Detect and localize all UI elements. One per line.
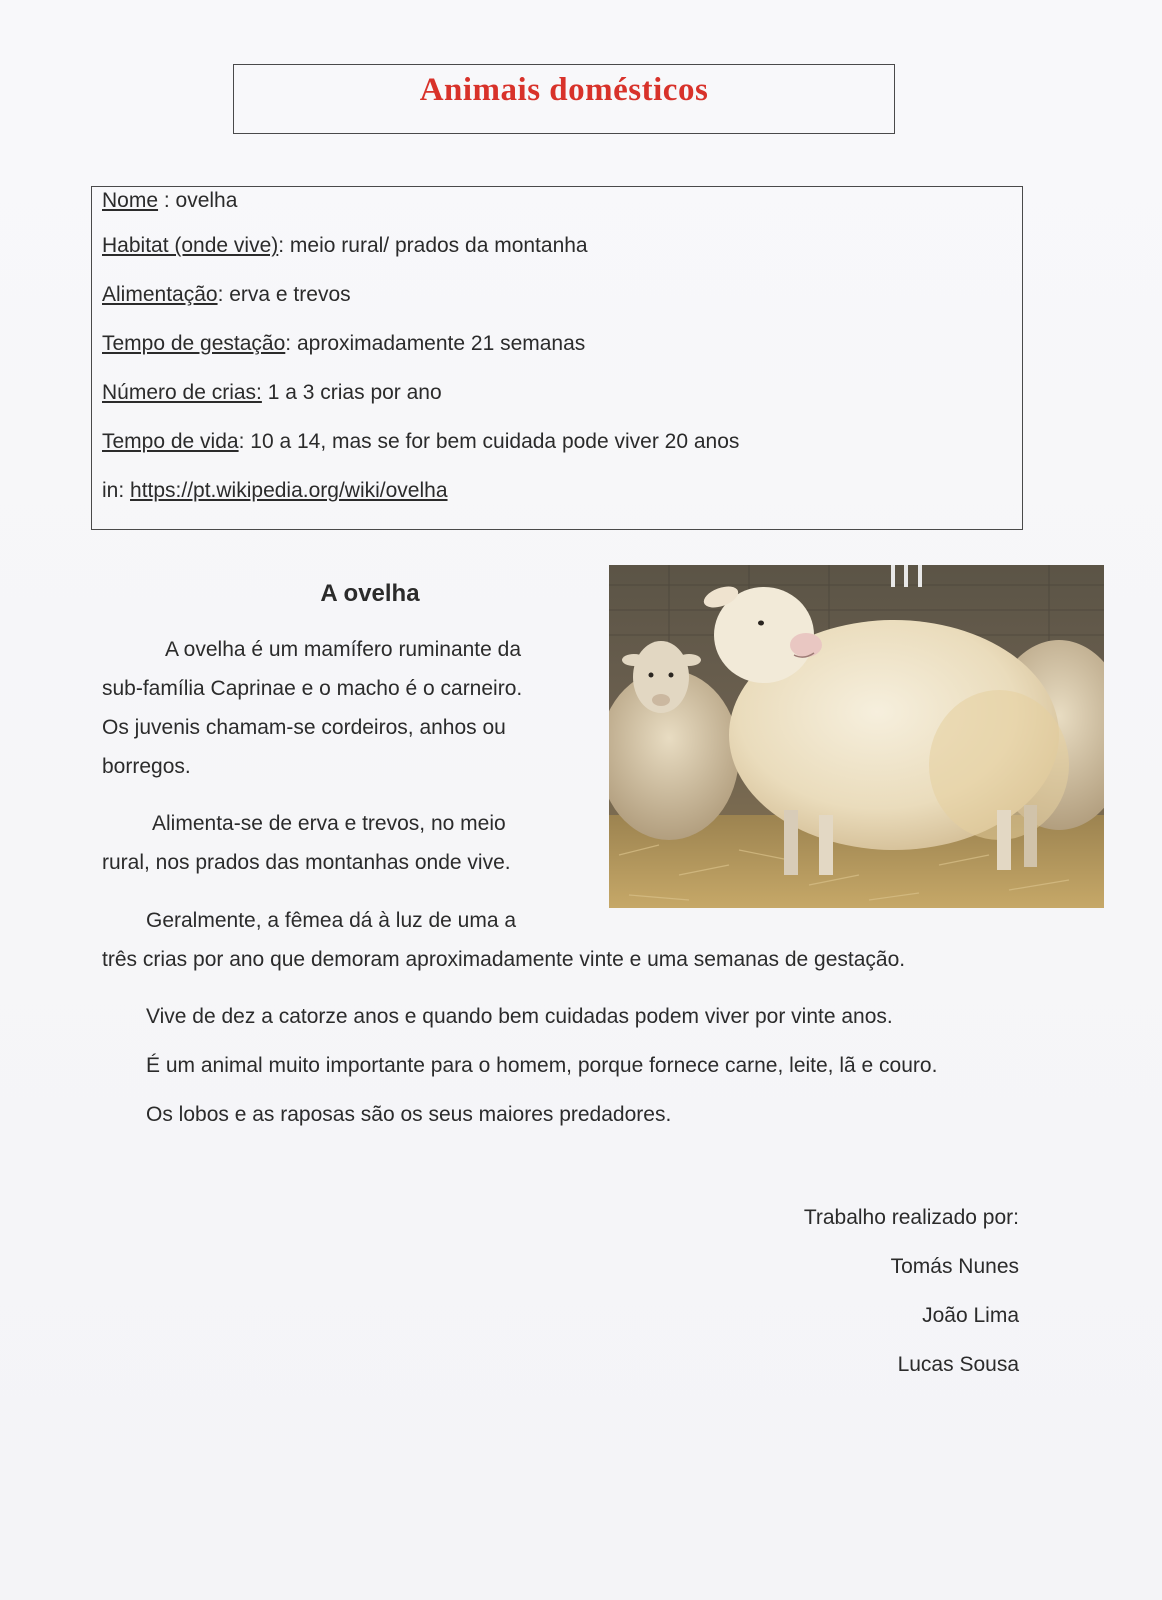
info-habitat-value: : meio rural/ prados da montanha <box>278 234 588 257</box>
p3-line-0: Geralmente, a fêmea dá à luz de uma a <box>146 909 517 932</box>
info-box <box>91 186 1023 530</box>
info-alimentacao-value: : erva e trevos <box>217 283 351 306</box>
article-heading: A ovelha <box>320 580 420 607</box>
info-nome-label: Nome <box>102 189 159 212</box>
p2-line-0: Alimenta-se de erva e trevos, no meio <box>152 812 506 835</box>
author-0: Tomás Nunes <box>890 1255 1019 1278</box>
info-gestacao-label: Tempo de gestação <box>102 332 286 355</box>
info-crias-label: Número de crias: <box>102 381 262 404</box>
p1-line-1: sub-família Caprinae e o macho é o carneiro. <box>102 677 523 700</box>
info-gestacao-value: : aproximadamente 21 semanas <box>285 332 586 355</box>
info-source-prefix: in: <box>102 479 131 502</box>
info-alimentacao-label: Alimentação <box>102 283 218 306</box>
p1-line-3: borregos. <box>102 755 191 778</box>
p3-line-1: três crias por ano que demoram aproximadamente vinte e uma semanas de gestação. <box>102 948 906 971</box>
p6: Os lobos e as raposas são os seus maiores predadores. <box>146 1103 672 1126</box>
info-source <box>102 479 448 503</box>
credits-intro: Trabalho realizado por: <box>803 1206 1019 1229</box>
p2-line-1: rural, nos prados das montanhas onde vive. <box>102 851 511 874</box>
info-crias-value: 1 a 3 crias por ano <box>261 381 442 404</box>
info-gestacao <box>102 332 585 356</box>
page-title: Animais domésticos <box>419 72 709 108</box>
sheep-photo <box>609 565 1104 908</box>
author-1: João Lima <box>922 1304 1019 1327</box>
info-vida-label: Tempo de vida <box>102 430 239 453</box>
info-habitat <box>102 234 588 258</box>
info-crias <box>102 381 442 405</box>
p5: É um animal muito importante para o homem, porque fornece carne, leite, lã e couro. <box>146 1054 938 1077</box>
info-vida-value: : 10 a 14, mas se for bem cuidada pode viver 20 anos <box>238 430 740 453</box>
p1-line-0: A ovelha é um mamífero ruminante da <box>165 638 522 661</box>
info-nome-value: : ovelha <box>158 189 238 212</box>
info-nome <box>102 189 237 213</box>
info-vida <box>102 430 739 454</box>
title-box <box>233 64 895 134</box>
info-habitat-label: Habitat (onde vive) <box>102 234 279 257</box>
author-2: Lucas Sousa <box>897 1353 1019 1376</box>
source-link[interactable]: https://pt.wikipedia.org/wiki/ovelha <box>130 479 448 502</box>
p1-line-2: Os juvenis chamam-se cordeiros, anhos ou <box>102 716 506 739</box>
info-alimentacao <box>102 283 351 307</box>
p4: Vive de dez a catorze anos e quando bem cuidadas podem viver por vinte anos. <box>146 1005 893 1028</box>
